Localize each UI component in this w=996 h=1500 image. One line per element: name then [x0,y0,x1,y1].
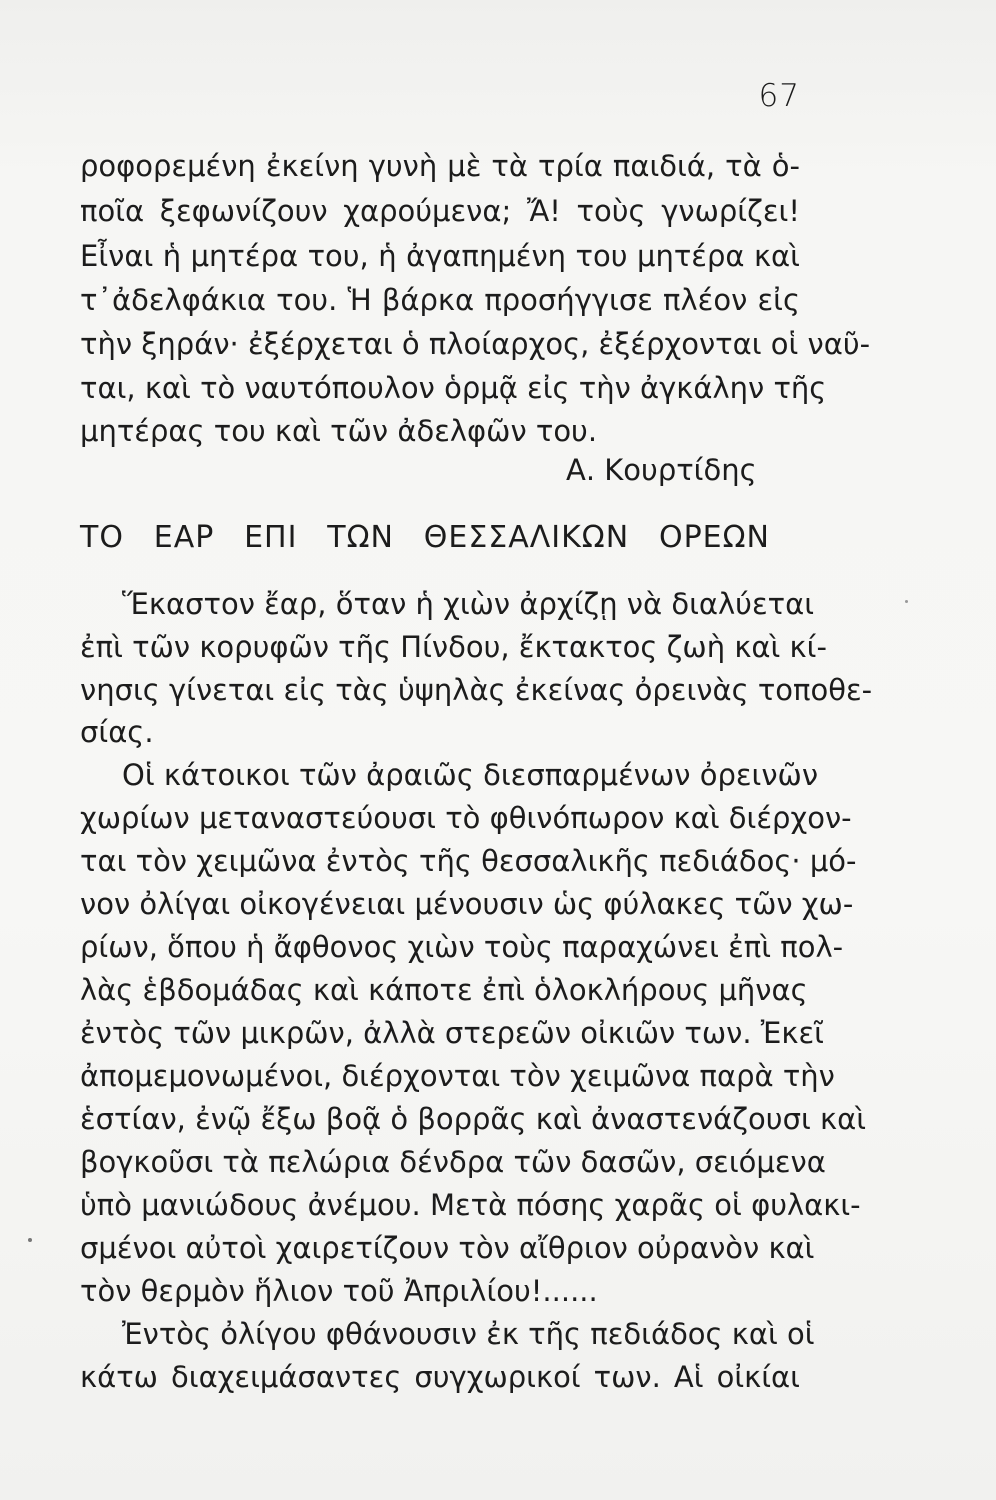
text-line: ποῖα ξεφωνίζουν χαρούμενα; Ἄ! τοὺς γνωρίζει! [80,194,800,228]
text-line: ροφορεμένη ἐκείνη γυνὴ μὲ τὰ τρία παιδιά, τὰ ὁ- [80,149,800,183]
text-line: βογκοῦσι τὰ πελώρια δένδρα τῶν δασῶν, σειόμενα [80,1145,826,1179]
scan-speck [28,1238,32,1242]
text-line: ἐπὶ τῶν κορυφῶν τῆς Πίνδου, ἔκτακτος ζωὴ καὶ κί- [80,630,827,664]
scan-speck [905,600,908,603]
text-line: ται τὸν χειμῶνα ἐντὸς τῆς θεσσαλικῆς πεδιάδος· μό- [80,844,857,878]
text-line: ἐντὸς τῶν μικρῶν, ἀλλὰ στερεῶν οἰκιῶν των. Ἐκεῖ [80,1016,824,1050]
text-line: χωρίων μεταναστεύουσι τὸ φθινόπωρον καὶ διέρχον- [80,801,852,835]
text-line: σίας. [80,715,154,749]
text-line: ὑπὸ μανιώδους ἀνέμου. Μετὰ πόσης χαρᾶς οἱ φυλακι- [80,1188,861,1222]
text-line: ται, καὶ τὸ ναυτόπουλον ὁρμᾷ εἰς τὴν ἀγκάλην τῆς [80,371,827,405]
text-line: σμένοι αὐτοὶ χαιρετίζουν τὸν αἴθριον οὐρανὸν καὶ [80,1231,815,1265]
text-line: κάτω διαχειμάσαντες συγχωρικοί των. Αἱ οἰκίαι [80,1360,800,1394]
page-number: 67 [758,78,800,114]
text-line: τὴν ξηράν· ἐξέρχεται ὁ πλοίαρχος, ἐξέρχονται οἱ ναῦ- [80,327,871,361]
section-heading: ΤΟ ΕΑΡ ΕΠΙ ΤΩΝ ΘΕΣΣΑΛΙΚΩΝ ΟΡΕΩΝ [80,520,770,555]
text-line: Εἶναι ἡ μητέρα του, ἡ ἀγαπημένη του μητέρα καὶ [80,239,800,273]
text-line: ρίων, ὅπου ἡ ἄφθονος χιὼν τοὺς παραχώνει ἐπὶ πολ- [80,930,844,964]
text-line: νον ὀλίγαι οἰκογένειαι μένουσιν ὡς φύλακες τῶν χω- [80,887,854,921]
text-line: μητέρας του καὶ τῶν ἀδελφῶν του. [80,414,598,448]
text-line: Οἱ κάτοικοι τῶν ἀραιῶς διεσπαρμένων ὀρεινῶν [122,758,819,792]
text-line: τὸν θερμὸν ἥλιον τοῦ Ἀπριλίου!...... [80,1274,598,1308]
text-line: ἑστίαν, ἐνῷ ἔξω βοᾷ ὁ βορρᾶς καὶ ἀναστενάζουσι καὶ [80,1102,867,1136]
text-line: ἀπομεμονωμένοι, διέρχονται τὸν χειμῶνα παρὰ τὴν [80,1059,835,1093]
author-signature: Α. Κουρτίδης [566,453,757,487]
text-line: τ᾽ἀδελφάκια του. Ἡ βάρκα προσήγγισε πλέον εἰς [80,283,800,317]
text-line: λὰς ἑβδομάδας καὶ κάποτε ἐπὶ ὁλοκλήρους μῆνας [80,973,808,1007]
text-line: Ἐντὸς ὀλίγου φθάνουσιν ἐκ τῆς πεδιάδος καὶ οἱ [122,1317,815,1351]
text-line: νησις γίνεται εἰς τὰς ὑψηλὰς ἐκείνας ὀρεινὰς τοποθε- [80,673,873,707]
text-line: Ἕκαστον ἔαρ, ὅταν ἡ χιὼν ἀρχίζῃ νὰ διαλύεται [122,587,815,621]
